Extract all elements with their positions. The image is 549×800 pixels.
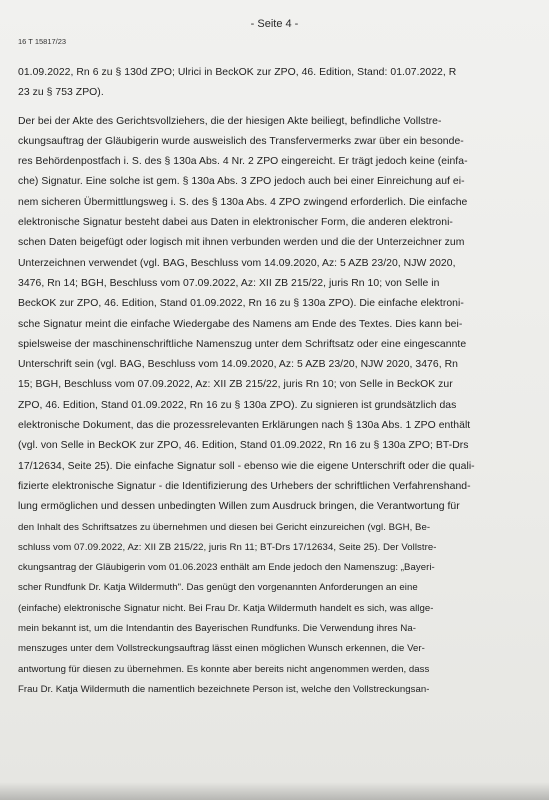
text-line: sche Signatur meint die einfache Wiedergabe des Namens am Ende des Textes. Dies kann bei- <box>18 318 463 330</box>
text-line: fizierte elektronische Signatur - die Identifizierung des Urhebers der schriftlichen Verfahrenshand- <box>18 480 471 492</box>
text-line: spielsweise der maschinenschriftliche Namenszug unter dem Schriftsatz oder eine eingescannte <box>18 338 467 350</box>
text-line: mein bekannt ist, um die Intendantin des Bayerischen Rundfunks. Die Verwendung ihres Na- <box>18 623 416 635</box>
text-line: BeckOK zur ZPO, 46. Edition, Stand 01.09.2022, Rn 16 zu § 130a ZPO). Die einfache elektroni- <box>18 298 464 310</box>
text-line: elektronische Dokument, das die prozessrelevanten Erklärungen nach § 130a Abs. 1 ZPO enthält <box>18 420 471 432</box>
text-line: 01.09.2022, Rn 6 zu § 130d ZPO; Ulrici in BeckOK zur ZPO, 46. Edition, Stand: 01.07.2022, R <box>18 67 457 78</box>
text-line: Unterzeichnen verwendet (vgl. BAG, Beschluss vom 14.09.2020, Az: 5 AZB 23/20, NJW 2020, <box>18 257 456 269</box>
text-line: 15; BGH, Beschluss vom 07.09.2022, Az: XII ZB 215/22, juris Rn 10; von Selle in BeckOK zur <box>18 379 453 391</box>
text-line: (einfache) elektronische Signatur nicht. Bei Frau Dr. Katja Wildermuth handelt es sich, was allge- <box>18 602 434 614</box>
text-line: 23 zu § 753 ZPO). <box>18 87 104 99</box>
text-line: scher Rundfunk Dr. Katja Wildermuth". Das genügt den vorgenannten Anforderungen an eine <box>18 582 418 594</box>
file-number: 16 T 15817/23 <box>18 37 67 46</box>
text-line: menszuges unter dem Vollstreckungsauftrag lässt einen möglichen Wunsch erkennen, die Ver- <box>18 643 425 655</box>
text-line: lung ermöglichen und dessen unbedingten Willen zum Ausdruck bringen, die Verantwortung für <box>18 501 460 513</box>
text-line: schluss vom 07.09.2022, Az: XII ZB 215/22, juris Rn 11; BT-Drs 17/12634, Seite 25). Der Vollstre- <box>18 541 437 553</box>
text-line: antwortung für diesen zu übernehmen. Es konnte aber bereits nicht angenommen werden, dass <box>18 663 430 675</box>
text-line: (vgl. von Selle in BeckOK zur ZPO, 46. Edition, Stand 01.09.2022, Rn 16 zu § 130a ZPO; BT-Drs <box>18 440 469 452</box>
text-line: 17/12634, Seite 25). Die einfache Signatur soll - ebenso wie die eigene Unterschrift oder die quali- <box>18 460 475 472</box>
text-line: nem sicheren Übermittlungsweg i. S. des § 130a Abs. 4 ZPO zwingend erforderlich. Die einfache <box>18 196 468 208</box>
text-line: 3476, Rn 14; BGH, Beschluss vom 07.09.2022, Az: XII ZB 215/22, juris Rn 10; von Selle in <box>18 277 440 289</box>
text-line: den Inhalt des Schriftsatzes zu übernehmen und diesen bei Gericht einzureichen (vgl. BGH, Be- <box>18 521 431 533</box>
page-number: - Seite 4 - <box>250 18 299 30</box>
document-body <box>18 63 524 700</box>
text-line: che) Signatur. Eine solche ist gem. § 130a Abs. 3 ZPO jedoch auch bei einer Einreichung auf ei- <box>18 176 465 188</box>
text-line: ZPO, 46. Edition, Stand 01.09.2022, Rn 16 zu § 130a ZPO). Zu signieren ist grundsätzlich das <box>18 399 457 411</box>
text-line: elektronische Signatur besteht dabei aus Daten in elektronischer Form, die anderen elektroni- <box>18 217 453 229</box>
text-line: Unterschrift sein (vgl. BAG, Beschluss vom 14.09.2020, Az: 5 AZB 23/20, NJW 2020, 3476, Rn <box>18 359 458 371</box>
text-line: ckungsauftrag der Gläubigerin wurde ausweislich des Transfervermerks zwar über ein besonde- <box>18 135 464 147</box>
text-line: Frau Dr. Katja Wildermuth die namentlich bezeichnete Person ist, welche den Vollstreckungsan- <box>18 683 430 695</box>
text-line: ckungsantrag der Gläubigerin vom 01.06.2023 enthält am Ende jedoch den Namenszug: „Bayeri- <box>18 562 435 574</box>
text-line: schen Daten beigefügt oder logisch mit ihnen verbunden werden und die der Unterzeichner zum <box>18 237 465 249</box>
text-line: res Behördenpostfach i. S. des § 130a Abs. 4 Nr. 2 ZPO eingereicht. Er trägt jedoch keine (einfa- <box>18 156 468 168</box>
text-line: Der bei der Akte des Gerichtsvollziehers, die der hiesigen Akte beiliegt, befindliche Vollstre- <box>18 115 442 127</box>
